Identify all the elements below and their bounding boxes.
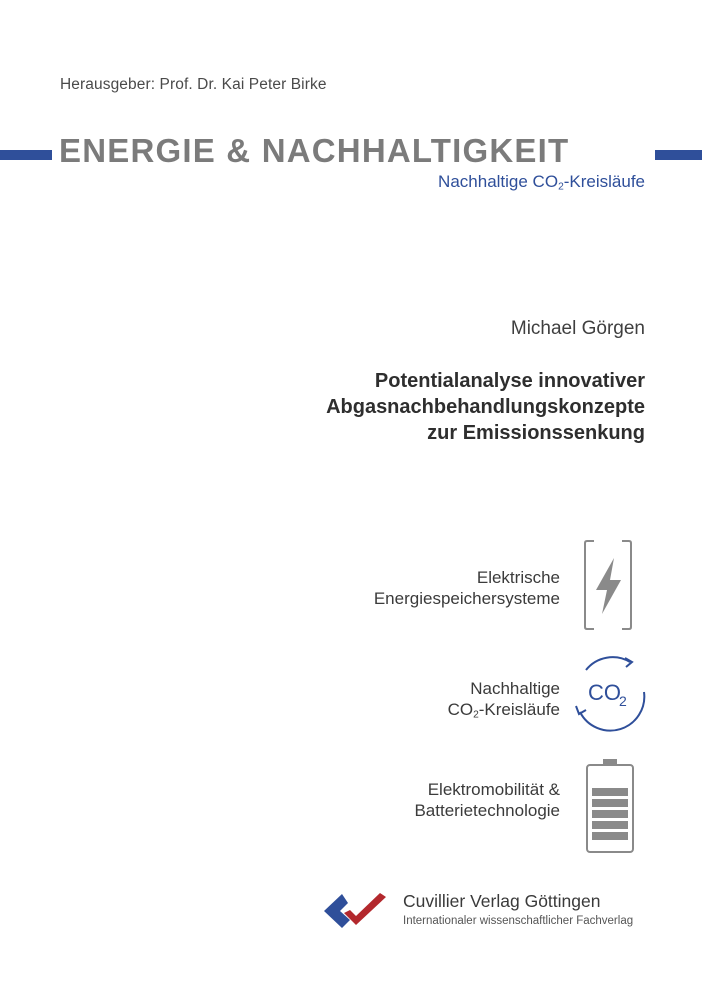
- co2-icon-text: CO: [588, 680, 621, 705]
- publisher-tagline: Internationaler wissenschaftlicher Fachverlag: [403, 915, 634, 927]
- series-subtitle: [438, 172, 645, 193]
- series-title: ENERGIE & NACHHALTIGKEIT: [59, 132, 570, 169]
- topic-line: Nachhaltige: [470, 679, 560, 698]
- topic-line-prefix: CO: [447, 700, 474, 719]
- topic-line: Batterietechnologie: [414, 801, 560, 820]
- topic-line-subscript: 2: [473, 709, 479, 721]
- battery-icon: [586, 758, 634, 854]
- co2-icon-subscript: 2: [619, 693, 627, 709]
- topic-line: Elektromobilität &: [427, 780, 560, 799]
- topic-line: [448, 699, 560, 726]
- series-bar-left: [0, 150, 52, 160]
- topic-line-suffix: -Kreisläufe: [478, 700, 560, 719]
- publisher-logo-icon: [322, 892, 388, 930]
- series-subtitle-prefix: Nachhaltige CO: [438, 172, 559, 191]
- topic-energy-storage-label: [374, 567, 560, 609]
- topic-battery-label: [414, 779, 560, 821]
- book-title: [326, 368, 645, 446]
- co2-cycle-icon: [568, 650, 652, 734]
- book-title-line: Abgasnachbehandlungskonzepte: [326, 396, 645, 418]
- topic-co2-cycles-label: [448, 678, 560, 726]
- series-subtitle-subscript: 2: [558, 181, 564, 193]
- publisher-name: Cuvillier Verlag Göttingen: [403, 891, 601, 911]
- editor-credit: Herausgeber: Prof. Dr. Kai Peter Birke: [60, 76, 327, 93]
- series-subtitle-suffix: -Kreisläufe: [563, 172, 645, 191]
- author-name: Michael Görgen: [510, 318, 645, 339]
- series-bar-right: [655, 150, 702, 160]
- book-title-line: Potentialanalyse innovativer: [374, 370, 645, 392]
- topic-line: Energiespeichersysteme: [373, 589, 560, 608]
- lightning-icon: [584, 540, 632, 630]
- topic-line: Elektrische: [476, 568, 560, 587]
- book-title-line: zur Emissionssenkung: [427, 422, 645, 444]
